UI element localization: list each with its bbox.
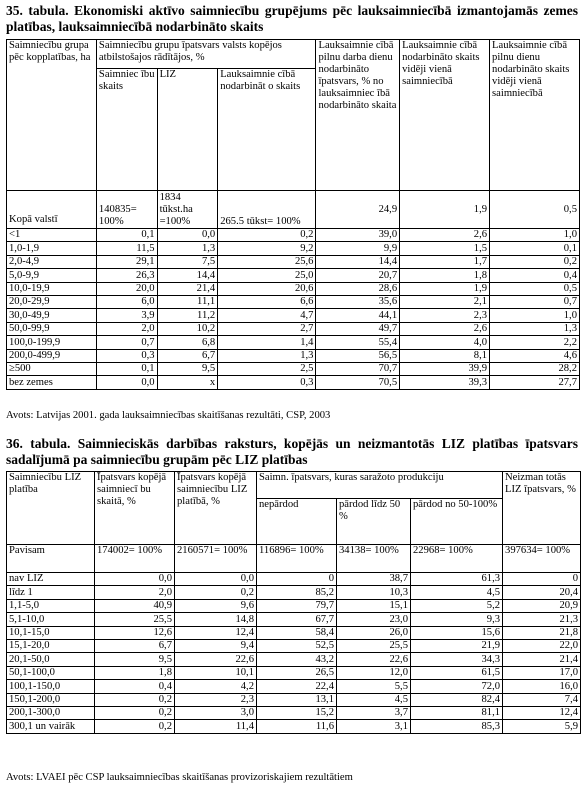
table2-cell: 7,4 <box>503 693 581 706</box>
table1-cell: 28,6 <box>316 282 400 295</box>
table2-row-label: 200,1-300,0 <box>7 706 95 719</box>
table2-cell: 3,0 <box>175 706 257 719</box>
table2-cell: 13,1 <box>257 693 337 706</box>
table2-row-label: 1,1-5,0 <box>7 599 95 612</box>
table2-header-unused: Neizman totās LIZ īpatsvars, % <box>503 472 581 545</box>
table2-total-cell: 174002= 100% <box>95 545 175 573</box>
table1-total-cell: 1,9 <box>400 191 490 229</box>
table1-header-employed: Lauksaimnie cībā nodarbināt o skaits <box>218 69 316 191</box>
table2-cell: 40,9 <box>95 599 175 612</box>
table2-header-share-liz: Īpatsvars kopējā saimniecību LIZ platībā, % <box>175 472 257 545</box>
table1-row-label: ≥500 <box>7 362 97 375</box>
table2-cell: 25,5 <box>337 639 411 652</box>
table2-cell: 17,0 <box>503 666 581 679</box>
table2-cell: 82,4 <box>411 693 503 706</box>
table2-row <box>7 613 581 626</box>
table2-cell: 20,9 <box>503 599 581 612</box>
table2-total-cell: 2160571= 100% <box>175 545 257 573</box>
table2-cell: 15,1 <box>337 599 411 612</box>
table1-cell: 6,8 <box>157 336 218 349</box>
table2-cell: 0,2 <box>95 693 175 706</box>
table2-source: Avots: LVAEI pēc CSP lauksaimniecības skaitīšanas provizoriskajiem rezultātiem <box>6 772 353 783</box>
table1-row <box>7 242 580 255</box>
table1-cell: 3,9 <box>96 309 157 322</box>
table1-cell: 9,2 <box>218 242 316 255</box>
table2-row <box>7 573 581 586</box>
table2-cell: 26,5 <box>257 666 337 679</box>
table1-row-label: 100,0-199,9 <box>7 336 97 349</box>
table1-cell: 14,4 <box>157 269 218 282</box>
table2-cell: 21,9 <box>411 639 503 652</box>
table1-cell: 0,7 <box>490 295 580 308</box>
table2-row-label: 5,1-10,0 <box>7 613 95 626</box>
table2-row <box>7 706 581 719</box>
table2-cell: 61,5 <box>411 666 503 679</box>
table2-cell: 9,6 <box>175 599 257 612</box>
table1-cell: 10,2 <box>157 322 218 335</box>
table1-row <box>7 255 580 268</box>
table1-header-share-group: Saimniecību grupu īpatsvars valsts kopējos atbilstošajos rādītājos, % <box>96 40 316 69</box>
table2-row <box>7 666 581 679</box>
table2-row <box>7 653 581 666</box>
table1-header-employed-per-farm: Lauksaimnie cībā nodarbināto skaits vidēji vienā saimniecībā <box>400 40 490 191</box>
table1-cell: 1,8 <box>400 269 490 282</box>
table2-cell: 23,0 <box>337 613 411 626</box>
table2-cell: 58,4 <box>257 626 337 639</box>
table1-row <box>7 376 580 389</box>
table1-cell: 25,0 <box>218 269 316 282</box>
table1-title: 35. tabula. Ekonomiski aktīvo saimniecību grupējums pēc lauksaimniecībā izmantojamās zemes platības, lauksaimniecībā nodarbināto skaits <box>6 3 578 34</box>
table1-row-label: 10,0-19,9 <box>7 282 97 295</box>
table1-source: Avots: Latvijas 2001. gada lauksaimniecības skaitīšanas rezultāti, CSP, 2003 <box>6 410 331 421</box>
table1-header-liz: LIZ <box>157 69 218 191</box>
table1-row-label: 200,0-499,9 <box>7 349 97 362</box>
table2-cell: 5,9 <box>503 720 581 733</box>
table2-row <box>7 720 581 733</box>
table1-cell: 20,7 <box>316 269 400 282</box>
table1-cell: 20,0 <box>96 282 157 295</box>
table1-cell: 1,4 <box>218 336 316 349</box>
table2-row-label: 150,1-200,0 <box>7 693 95 706</box>
table1-cell: 1,7 <box>400 255 490 268</box>
table1-cell: 0,1 <box>490 242 580 255</box>
table2-cell: 15,6 <box>411 626 503 639</box>
table2-cell: 0,2 <box>95 720 175 733</box>
table1-row <box>7 269 580 282</box>
table2-cell: 1,8 <box>95 666 175 679</box>
table1-row <box>7 362 580 375</box>
table1-cell: 4,0 <box>400 336 490 349</box>
table2-header-row <box>7 472 581 499</box>
table2-cell: 0,2 <box>175 586 257 599</box>
table1-row <box>7 282 580 295</box>
table1-cell: 1,5 <box>400 242 490 255</box>
table1-cell: 28,2 <box>490 362 580 375</box>
table2-cell: 85,2 <box>257 586 337 599</box>
table2-row-label: 100,1-150,0 <box>7 680 95 693</box>
table1-cell: 0,0 <box>157 229 218 242</box>
table2-cell: 10,1 <box>175 666 257 679</box>
table1-row-label: 2,0-4,9 <box>7 255 97 268</box>
table2-row <box>7 639 581 652</box>
table2-row-label: nav LIZ <box>7 573 95 586</box>
table2-row-label: 50,1-100,0 <box>7 666 95 679</box>
table2-header-group: Saimniecību LIZ platība <box>7 472 95 545</box>
table2-cell: 11,4 <box>175 720 257 733</box>
table1-cell: 44,1 <box>316 309 400 322</box>
table1-cell: 2,6 <box>400 322 490 335</box>
table1-cell: 26,3 <box>96 269 157 282</box>
table1-cell: 4,7 <box>218 309 316 322</box>
table1-row-label: 30,0-49,9 <box>7 309 97 322</box>
table2-cell: 21,8 <box>503 626 581 639</box>
table2-cell: 11,6 <box>257 720 337 733</box>
table2-cell: 12,6 <box>95 626 175 639</box>
table2-header-share-farms: Īpatsvars kopējā saimniecī bu skaitā, % <box>95 472 175 545</box>
table2 <box>6 471 581 734</box>
table2-cell: 0 <box>503 573 581 586</box>
table1 <box>6 39 580 390</box>
table1-cell: 0,1 <box>96 229 157 242</box>
table2-cell: 0,0 <box>175 573 257 586</box>
table2-cell: 9,3 <box>411 613 503 626</box>
table1-header-group: Saimniecību grupa pēc kopplatības, ha <box>7 40 97 191</box>
table1-row <box>7 295 580 308</box>
table2-header-none: nepārdod <box>257 499 337 545</box>
table1-cell: 1,9 <box>400 282 490 295</box>
table1-cell: 0,5 <box>490 282 580 295</box>
table1-header-farms: Saimniec ību skaits <box>96 69 157 191</box>
table1-header-workdays: Lauksaimnie cībā pilnu darba dienu nodarbināto īpatsvars, % no lauksaimniec ībā nodarbināto skaita <box>316 40 400 191</box>
table2-cell: 22,6 <box>337 653 411 666</box>
table1-row-label: 50,0-99,9 <box>7 322 97 335</box>
table1-cell: 39,0 <box>316 229 400 242</box>
table1-cell: 25,6 <box>218 255 316 268</box>
table2-cell: 12,4 <box>503 706 581 719</box>
table1-total-cell: 1834 tūkst.ha =100% <box>157 191 218 229</box>
table1-cell: 70,5 <box>316 376 400 389</box>
table1-cell: 1,3 <box>490 322 580 335</box>
table1-total-cell: 0,5 <box>490 191 580 229</box>
table1-cell: 9,5 <box>157 362 218 375</box>
table2-cell: 14,8 <box>175 613 257 626</box>
table2-total-cell: 116896= 100% <box>257 545 337 573</box>
table1-cell: 39,9 <box>400 362 490 375</box>
table2-cell: 67,7 <box>257 613 337 626</box>
table1-cell: 1,3 <box>218 349 316 362</box>
table2-row <box>7 693 581 706</box>
table1-cell: 9,9 <box>316 242 400 255</box>
table1-cell: 0,2 <box>218 229 316 242</box>
table1-cell: 8,1 <box>400 349 490 362</box>
table2-cell: 0,4 <box>95 680 175 693</box>
table2-total-row <box>7 545 581 573</box>
table1-cell: 2,5 <box>218 362 316 375</box>
table1-total-cell: 265.5 tūkst= 100% <box>218 191 316 229</box>
table2-cell: 0,0 <box>95 573 175 586</box>
table2-cell: 85,3 <box>411 720 503 733</box>
table2-cell: 0 <box>257 573 337 586</box>
table1-cell: 0,3 <box>218 376 316 389</box>
table1-row <box>7 349 580 362</box>
table1-cell: 2,1 <box>400 295 490 308</box>
table2-cell: 5,5 <box>337 680 411 693</box>
table2-cell: 4,5 <box>337 693 411 706</box>
table1-total-label: Kopā valstī <box>7 191 97 229</box>
table2-cell: 3,1 <box>337 720 411 733</box>
table1-cell: 6,7 <box>157 349 218 362</box>
table1-row <box>7 309 580 322</box>
table2-cell: 43,2 <box>257 653 337 666</box>
table1-row-label: <1 <box>7 229 97 242</box>
table1-cell: 20,6 <box>218 282 316 295</box>
table2-row <box>7 599 581 612</box>
table2-cell: 72,0 <box>411 680 503 693</box>
table2-title: 36. tabula. Saimnieciskās darbības raksturs, kopējās un neizmantotās LIZ platības īpatsvars sadalījumā pa saimniecību grupām pēc LIZ platības <box>6 436 578 467</box>
table1-cell: 0,4 <box>490 269 580 282</box>
table1-cell: 0,7 <box>96 336 157 349</box>
table1-cell: 0,1 <box>96 362 157 375</box>
table2-cell: 10,3 <box>337 586 411 599</box>
table1-cell: 0,0 <box>96 376 157 389</box>
table1-header-fulltime-per-farm: Lauksaimnie cībā pilnu dienu nodarbināto skaits vidēji vienā saimniecībā <box>490 40 580 191</box>
table1-cell: 11,1 <box>157 295 218 308</box>
table2-cell: 0,2 <box>95 706 175 719</box>
table1-cell: 2,0 <box>96 322 157 335</box>
table1-cell: 1,0 <box>490 309 580 322</box>
table2-cell: 26,0 <box>337 626 411 639</box>
table2-cell: 2,3 <box>175 693 257 706</box>
table1-cell: 1,0 <box>490 229 580 242</box>
table1-cell: 4,6 <box>490 349 580 362</box>
table1-row-label: 5,0-9,9 <box>7 269 97 282</box>
table2-cell: 5,2 <box>411 599 503 612</box>
table1-header-row <box>7 40 580 69</box>
table2-row <box>7 680 581 693</box>
table2-cell: 22,6 <box>175 653 257 666</box>
table1-cell: 1,3 <box>157 242 218 255</box>
table2-header-upto50: pārdod līdz 50 % <box>337 499 411 545</box>
table1-cell: 11,2 <box>157 309 218 322</box>
table2-total-label: Pavisam <box>7 545 95 573</box>
table1-cell: 0,2 <box>490 255 580 268</box>
table1-row-label: bez zemes <box>7 376 97 389</box>
table2-cell: 6,7 <box>95 639 175 652</box>
table2-cell: 2,0 <box>95 586 175 599</box>
table2-cell: 20,4 <box>503 586 581 599</box>
table2-row-label: 10,1-15,0 <box>7 626 95 639</box>
table1-cell: 21,4 <box>157 282 218 295</box>
table1-row <box>7 229 580 242</box>
table1-cell: 70,7 <box>316 362 400 375</box>
table1-cell: 6,6 <box>218 295 316 308</box>
table1-total-row <box>7 191 580 229</box>
table2-cell: 9,5 <box>95 653 175 666</box>
table1-cell: 2,2 <box>490 336 580 349</box>
table1-cell: 39,3 <box>400 376 490 389</box>
table1-cell: 29,1 <box>96 255 157 268</box>
table2-row <box>7 626 581 639</box>
table2-cell: 4,2 <box>175 680 257 693</box>
table1-row-label: 20,0-29,9 <box>7 295 97 308</box>
table2-row-label: 300,1 un vairāk <box>7 720 95 733</box>
table1-cell: 27,7 <box>490 376 580 389</box>
table2-cell: 52,5 <box>257 639 337 652</box>
table1-cell: 14,4 <box>316 255 400 268</box>
table2-cell: 81,1 <box>411 706 503 719</box>
table2-header-50-100: pārdod no 50-100% <box>411 499 503 545</box>
table2-cell: 3,7 <box>337 706 411 719</box>
table1-cell: 7,5 <box>157 255 218 268</box>
table2-total-cell: 34138= 100% <box>337 545 411 573</box>
table2-cell: 25,5 <box>95 613 175 626</box>
table1-cell: 2,7 <box>218 322 316 335</box>
table1-total-cell: 24,9 <box>316 191 400 229</box>
table1-cell: 11,5 <box>96 242 157 255</box>
table2-cell: 9,4 <box>175 639 257 652</box>
table1-cell: x <box>157 376 218 389</box>
table2-cell: 79,7 <box>257 599 337 612</box>
table2-total-cell: 397634= 100% <box>503 545 581 573</box>
table2-cell: 34,3 <box>411 653 503 666</box>
table2-cell: 22,0 <box>503 639 581 652</box>
table1-cell: 49,7 <box>316 322 400 335</box>
table1-cell: 6,0 <box>96 295 157 308</box>
table2-cell: 4,5 <box>411 586 503 599</box>
table2-row <box>7 586 581 599</box>
table2-cell: 38,7 <box>337 573 411 586</box>
table1-cell: 35,6 <box>316 295 400 308</box>
table2-cell: 16,0 <box>503 680 581 693</box>
table2-cell: 21,4 <box>503 653 581 666</box>
table2-cell: 22,4 <box>257 680 337 693</box>
table2-cell: 15,2 <box>257 706 337 719</box>
table1-row-label: 1,0-1,9 <box>7 242 97 255</box>
table1-row <box>7 336 580 349</box>
table2-cell: 12,4 <box>175 626 257 639</box>
table2-cell: 12,0 <box>337 666 411 679</box>
table2-row-label: līdz 1 <box>7 586 95 599</box>
table2-cell: 61,3 <box>411 573 503 586</box>
table2-header-production: Saimn. īpatsvars, kuras saražoto produkciju <box>257 472 503 499</box>
table2-total-cell: 22968= 100% <box>411 545 503 573</box>
table1-row <box>7 322 580 335</box>
table1-cell: 56,5 <box>316 349 400 362</box>
table1-cell: 2,6 <box>400 229 490 242</box>
table1-total-cell: 140835= 100% <box>96 191 157 229</box>
table2-cell: 21,3 <box>503 613 581 626</box>
table1-cell: 55,4 <box>316 336 400 349</box>
table2-row-label: 15,1-20,0 <box>7 639 95 652</box>
table2-row-label: 20,1-50,0 <box>7 653 95 666</box>
table1-cell: 2,3 <box>400 309 490 322</box>
table1-cell: 0,3 <box>96 349 157 362</box>
